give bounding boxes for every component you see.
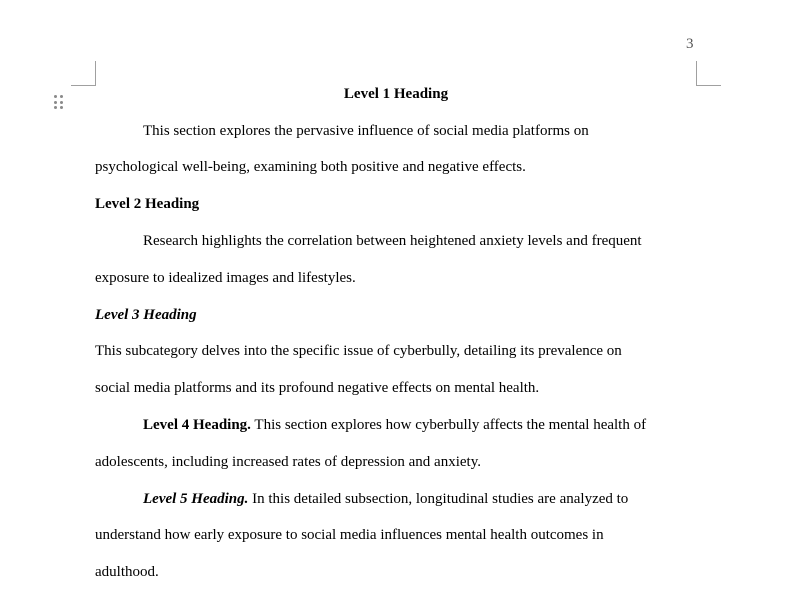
page-number: 3 — [686, 36, 694, 52]
drag-handle-dot — [54, 101, 57, 104]
body-text-line[interactable]: understand how early exposure to social media influences mental health outcomes in — [95, 527, 604, 543]
level-2-heading[interactable]: Level 2 Heading — [95, 196, 200, 212]
page-corner-mark-left — [71, 61, 96, 86]
body-text-line[interactable]: adolescents, including increased rates of depression and anxiety. — [95, 454, 481, 470]
body-text-line[interactable]: adulthood. — [95, 564, 159, 580]
body-text-line[interactable]: Research highlights the correlation between heightened anxiety levels and frequent — [143, 233, 642, 249]
drag-handle-dot — [60, 95, 63, 98]
drag-handle-icon[interactable] — [54, 95, 64, 110]
level-3-heading[interactable]: Level 3 Heading — [95, 307, 197, 323]
drag-handle-dot — [54, 106, 57, 109]
drag-handle-dot — [60, 101, 63, 104]
level-5-text: In this detailed subsection, longitudinal studies are analyzed to — [248, 491, 629, 507]
level-4-heading: Level 4 Heading. — [143, 417, 251, 433]
level-5-paragraph-line[interactable] — [143, 490, 628, 508]
body-text-line[interactable]: This subcategory delves into the specific issue of cyberbully, detailing its prevalence on — [95, 343, 622, 359]
body-text-line[interactable]: exposure to idealized images and lifestyles. — [95, 270, 356, 286]
page-corner-mark-right — [696, 61, 721, 86]
drag-handle-dot — [54, 95, 57, 98]
body-text-line[interactable]: psychological well-being, examining both positive and negative effects. — [95, 159, 526, 175]
body-text-line[interactable]: This section explores the pervasive influence of social media platforms on — [143, 123, 589, 139]
drag-handle-dot — [60, 106, 63, 109]
level-4-paragraph-line[interactable] — [143, 416, 646, 434]
body-text-line[interactable]: social media platforms and its profound negative effects on mental health. — [95, 380, 540, 396]
level-1-heading[interactable]: Level 1 Heading — [343, 86, 449, 102]
level-5-heading: Level 5 Heading. — [143, 491, 249, 507]
level-4-text: This section explores how cyberbully affects the mental health of — [250, 417, 647, 433]
